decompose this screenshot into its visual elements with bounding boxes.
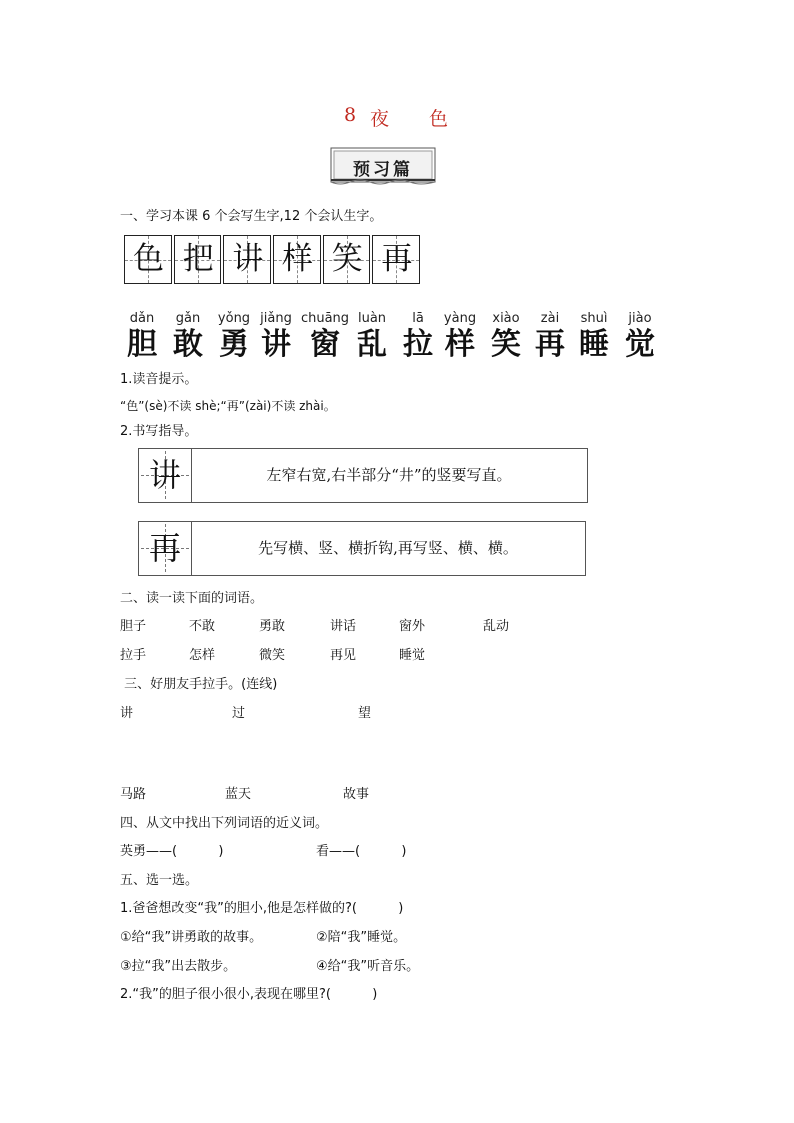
pinyin: xiào	[492, 311, 520, 326]
hanzi: 勇	[219, 327, 249, 362]
match-bottom-item[interactable]: 马路	[120, 787, 147, 802]
pinyin: gǎn	[175, 311, 201, 326]
writing-guide-box	[138, 521, 586, 576]
word-item: 拉手	[120, 648, 147, 663]
grid-cell	[174, 235, 222, 284]
writing-heading: 2.书写指导。	[120, 424, 198, 439]
preview-banner	[330, 144, 436, 186]
word-item: 胆子	[120, 619, 147, 634]
guide-text: 左窄右宽,右半部分“井”的竖要写直。	[266, 466, 512, 484]
hanzi: 讲	[261, 327, 291, 362]
grid-cell	[273, 235, 321, 284]
pinyin-char-item	[350, 311, 394, 363]
pinyin: shuì	[580, 311, 608, 326]
guide-grid	[141, 524, 189, 572]
hanzi: 乱	[357, 327, 387, 362]
pinyin-char-item	[166, 311, 210, 363]
pronunciation-text: “色”(sè)不读 shè;“再”(zài)不读 zhài。	[120, 399, 336, 413]
writing-grid	[124, 235, 420, 284]
word-item: 勇敢	[259, 619, 286, 634]
hanzi: 笑	[491, 327, 521, 362]
question-2[interactable]: 2.“我”的胆子很小很小,表现在哪里?( )	[120, 987, 378, 1002]
guide-char: 讲	[148, 456, 181, 494]
word-item: 微笑	[259, 648, 286, 663]
pinyin-char-item	[396, 311, 440, 363]
grid-char: 笑	[331, 241, 363, 277]
option-3[interactable]: ③拉“我”出去散步。	[120, 959, 237, 974]
hanzi: 睡	[579, 327, 609, 362]
pinyin: dǎn	[129, 311, 155, 326]
hanzi: 胆	[127, 327, 157, 362]
match-bottom-item[interactable]: 故事	[343, 787, 370, 802]
grid-cell	[323, 235, 371, 284]
pinyin-char-item	[484, 311, 528, 363]
pinyin-char-item	[300, 311, 350, 363]
pinyin-char-item	[572, 311, 616, 363]
section3-heading: 三、好朋友手拉手。(连线)	[120, 677, 278, 692]
section4-heading: 四、从文中找出下列词语的近义词。	[120, 816, 329, 831]
pinyin: jiǎng	[260, 311, 292, 326]
grid-cell	[124, 235, 172, 284]
guide-char: 再	[148, 529, 181, 567]
word-item: 再见	[330, 648, 357, 663]
pinyin-char-item	[528, 311, 572, 363]
pinyin-char-item	[618, 311, 662, 363]
pinyin: yàng	[443, 311, 477, 326]
hanzi: 样	[445, 327, 475, 362]
hanzi: 再	[535, 327, 565, 362]
title-char-1: 夜	[370, 108, 390, 130]
pinyin: zài	[540, 311, 560, 326]
hanzi: 拉	[403, 327, 433, 362]
section1-heading: 一、学习本课 6 个会写生字,12 个会认生字。	[120, 209, 383, 224]
writing-guide-box	[138, 448, 588, 503]
word-item: 睡觉	[399, 648, 426, 663]
match-top-item[interactable]: 讲	[120, 706, 134, 721]
match-top-item[interactable]: 望	[358, 706, 372, 721]
pinyin: lā	[412, 311, 424, 326]
grid-char: 样	[282, 241, 314, 277]
pinyin: jiào	[628, 311, 652, 326]
word-item: 怎样	[189, 648, 216, 663]
title-char-2: 色	[429, 108, 449, 130]
guide-grid	[141, 451, 189, 499]
synonym-item-1[interactable]: 英勇——( )	[120, 844, 224, 859]
grid-char: 把	[182, 241, 214, 277]
pinyin-char-item	[438, 311, 482, 363]
pinyin-char-item	[254, 311, 298, 363]
hanzi: 窗	[310, 327, 340, 362]
section2-heading: 二、读一读下面的词语。	[120, 591, 264, 606]
pinyin-char-item	[120, 311, 164, 363]
word-item: 窗外	[399, 619, 426, 634]
question-1[interactable]: 1.爸爸想改变“我”的胆小,他是怎样做的?( )	[120, 901, 404, 916]
word-item: 不敢	[189, 619, 216, 634]
option-4[interactable]: ④给“我”听音乐。	[316, 959, 420, 974]
grid-cell	[372, 235, 420, 284]
match-top-item[interactable]: 过	[232, 706, 246, 721]
synonym-item-2[interactable]: 看——( )	[316, 844, 407, 859]
banner-label: 预习篇	[353, 160, 413, 180]
lesson-number: 8	[344, 104, 357, 126]
pinyin-char-item	[212, 311, 256, 363]
pinyin: chuāng	[300, 311, 350, 326]
lesson-title	[330, 104, 464, 132]
pronunciation-heading: 1.读音提示。	[120, 372, 198, 387]
section5-heading: 五、选一选。	[120, 873, 199, 888]
hanzi: 敢	[173, 327, 203, 362]
option-1[interactable]: ①给“我”讲勇敢的故事。	[120, 930, 263, 945]
recognize-chars	[120, 311, 665, 365]
pinyin: luàn	[357, 311, 387, 326]
word-item: 讲话	[330, 619, 357, 634]
grid-char: 色	[133, 241, 164, 277]
grid-char: 讲	[232, 241, 264, 277]
grid-cell	[223, 235, 271, 284]
grid-char: 再	[381, 241, 413, 277]
pinyin: yǒng	[217, 311, 251, 326]
word-item: 乱动	[483, 619, 510, 634]
option-2[interactable]: ②陪“我”睡觉。	[316, 930, 407, 945]
guide-text: 先写横、竖、横折钩,再写竖、横、横。	[258, 539, 518, 557]
hanzi: 觉	[625, 327, 655, 362]
match-bottom-item[interactable]: 蓝天	[225, 787, 252, 802]
